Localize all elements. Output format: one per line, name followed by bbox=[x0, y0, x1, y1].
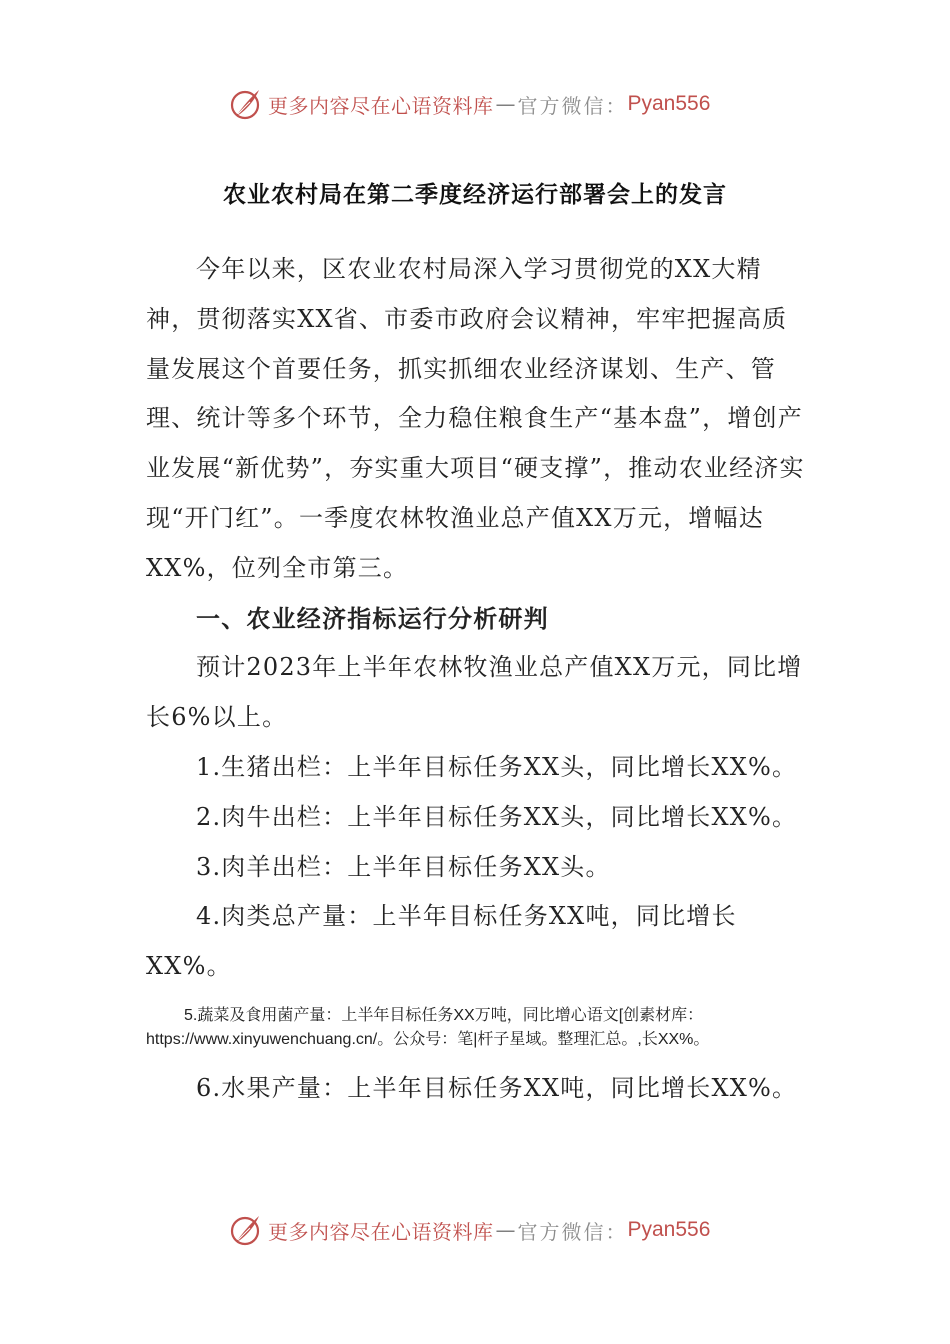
banner-slogan: 更多内容尽在心语资料库 bbox=[268, 93, 494, 118]
banner-slogan: 更多内容尽在心语资料库 bbox=[268, 1219, 494, 1244]
list-item: 4.肉类总产量：上半年目标任务XX吨，同比增长XX%。 bbox=[146, 902, 737, 981]
banner-wechat-label: 官方微信： bbox=[517, 1219, 628, 1244]
banner-wechat-label: 官方微信： bbox=[517, 93, 628, 118]
banner-dash: — bbox=[495, 1218, 516, 1242]
banner-dash: — bbox=[495, 92, 516, 116]
banner-wechat-id: Pyan556 bbox=[627, 92, 711, 115]
list-item: 1.生猪出栏：上半年目标任务XX头，同比增长XX%。 bbox=[196, 752, 798, 781]
list-item: 5.蔬菜及食用菌产量：上半年目标任务XX万吨，同比增心语文[创素材库：https://www.xinyuwenchuang.cn/。公众号：笔|杆子星域。整理汇总。,长XX%。 bbox=[146, 1006, 710, 1048]
page-title: 农业农村局在第二季度经济运行部署会上的发言 bbox=[223, 181, 727, 208]
header-banner bbox=[228, 84, 710, 124]
section-heading: 一、农业经济指标运行分析研判 bbox=[196, 603, 549, 633]
forecast-paragraph: 预计2023年上半年农林牧渔业总产值XX万元，同比增长6%以上。 bbox=[146, 653, 803, 732]
footer-banner bbox=[228, 1210, 710, 1250]
document-body bbox=[146, 245, 811, 1114]
list-item: 2.肉牛出栏：上半年目标任务XX头，同比增长XX%。 bbox=[196, 802, 798, 831]
banner-wechat-id: Pyan556 bbox=[627, 1218, 711, 1241]
list-item: 3.肉羊出栏：上半年目标任务XX头。 bbox=[196, 852, 611, 881]
list-item: 6.水果产量：上半年目标任务XX吨，同比增长XX%。 bbox=[196, 1073, 798, 1102]
intro-paragraph: 今年以来，区农业农村局深入学习贯彻党的XX大精神，贯彻落实XX省、市委市政府会议精神，牢牢把握高质量发展这个首要任务，抓实抓细农业经济谋划、生产、管理、统计等多个环节，全力稳住粮食生产“基本盘”，增创产业发展“新优势”，夯实重大项目“硬支撑”，推动农业经济实现“开门红”。一季度农林牧渔业总产值XX万元，增幅达XX%，位列全市第三。 bbox=[146, 255, 805, 582]
quill-pen-logo-icon bbox=[228, 1212, 264, 1248]
quill-pen-logo-icon bbox=[228, 86, 264, 122]
